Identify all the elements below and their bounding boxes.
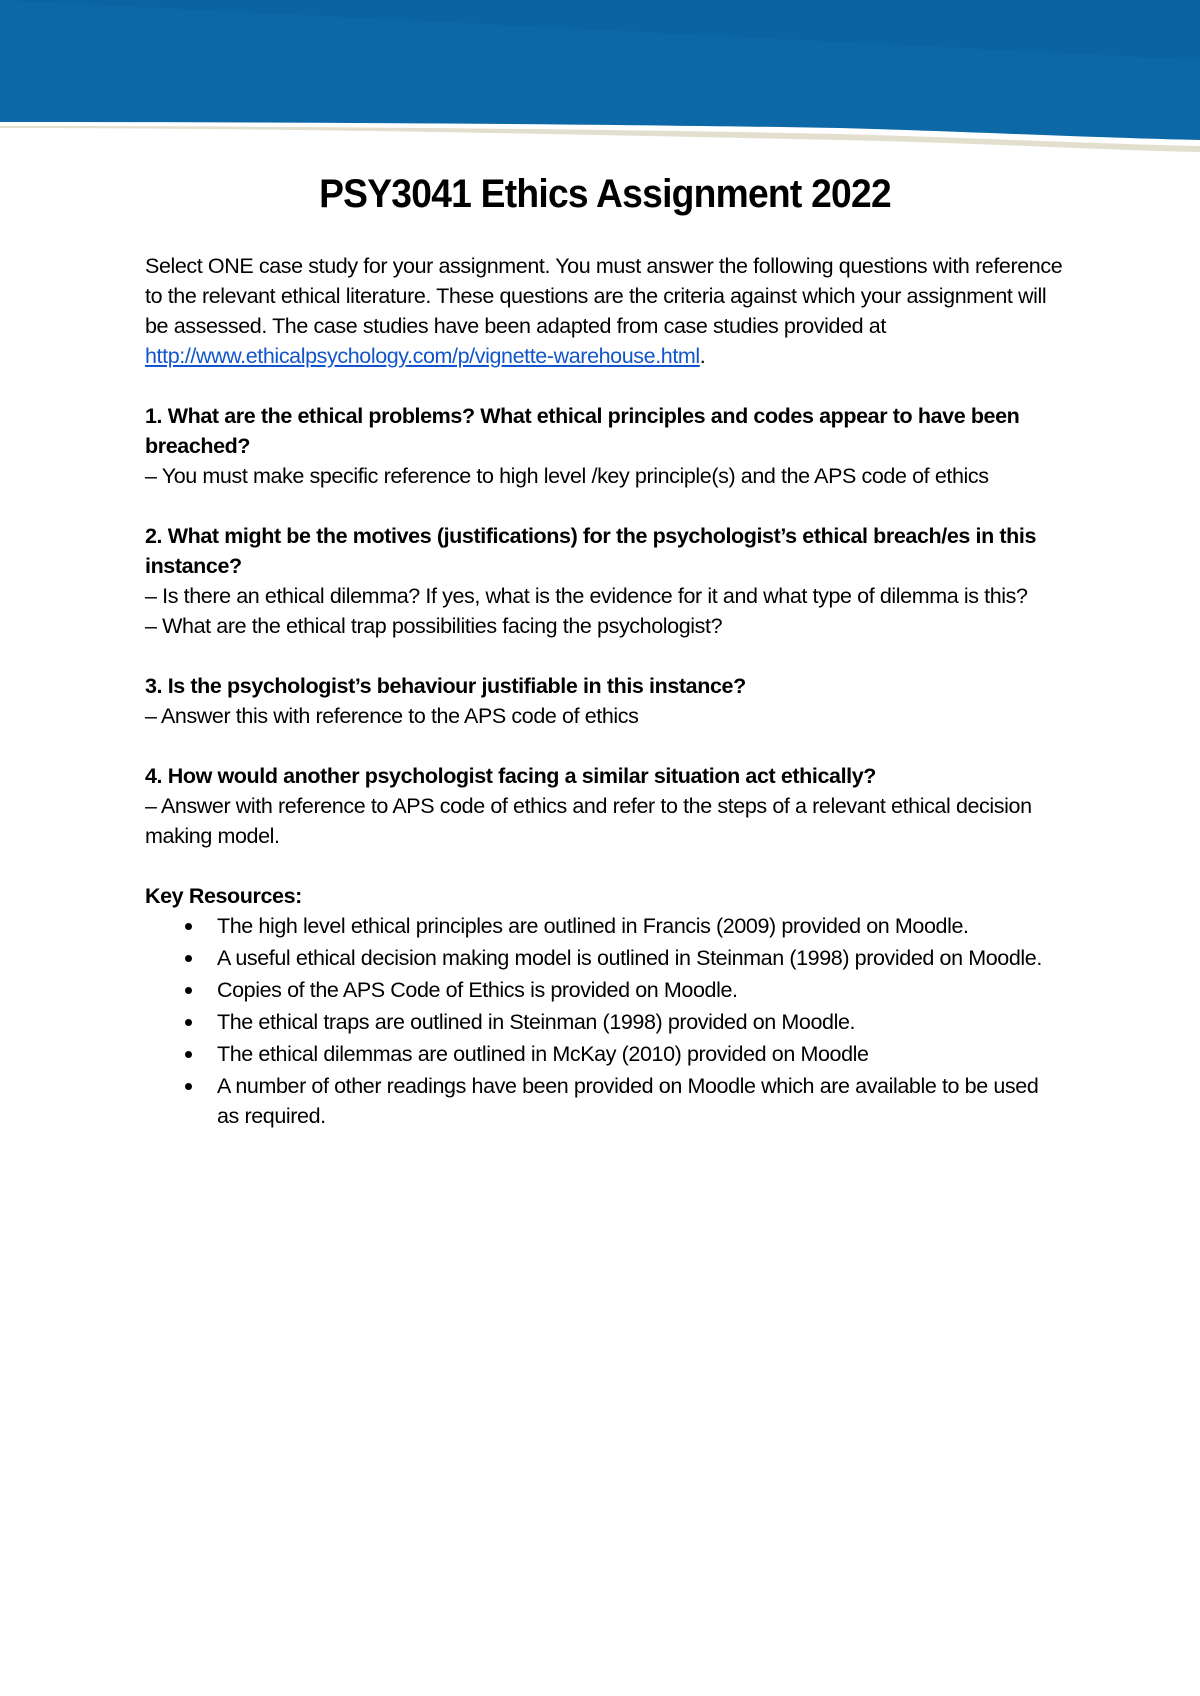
document-body <box>145 172 1065 1133</box>
key-resources-list <box>145 911 1065 1131</box>
list-item: A useful ethical decision making model is outlined in Steinman (1998) provided on Moodle. <box>217 943 1065 973</box>
vignette-warehouse-link[interactable]: http://www.ethicalpsychology.com/p/vignette-warehouse.html <box>145 344 700 368</box>
question-3 <box>145 671 1065 731</box>
intro-text: Select ONE case study for your assignment. You must answer the following questions with reference to the relevant ethical literature. These questions are the criteria against which your assignment will be assessed. The case studies have been adapted from case studies provided at <box>145 254 1063 338</box>
question-guidance: – You must make specific reference to high level /key principle(s) and the APS code of ethics <box>145 464 989 488</box>
question-heading: 2. What might be the motives (justifications) for the psychologist’s ethical breach/es in this instance? <box>145 524 1037 578</box>
question-heading: 4. How would another psychologist facing a similar situation act ethically? <box>145 764 877 788</box>
question-heading: 1. What are the ethical problems? What ethical principles and codes appear to have been breached? <box>145 404 1020 458</box>
question-4 <box>145 761 1065 851</box>
list-item: A number of other readings have been provided on Moodle which are available to be used as required. <box>217 1071 1065 1131</box>
key-resources-section <box>145 881 1065 1131</box>
header-banner <box>0 0 1200 180</box>
list-item: The high level ethical principles are outlined in Francis (2009) provided on Moodle. <box>217 911 1065 941</box>
intro-paragraph <box>145 251 1065 371</box>
question-heading: 3. Is the psychologist’s behaviour justifiable in this instance? <box>145 674 746 698</box>
question-guidance: – What are the ethical trap possibilities facing the psychologist? <box>145 614 723 638</box>
question-2 <box>145 521 1065 641</box>
page-title: PSY3041 Ethics Assignment 2022 <box>319 172 891 216</box>
key-resources-heading: Key Resources: <box>145 884 302 908</box>
list-item: The ethical traps are outlined in Steinman (1998) provided on Moodle. <box>217 1007 1065 1037</box>
question-guidance: – Is there an ethical dilemma? If yes, what is the evidence for it and what type of dilemma is this? <box>145 584 1028 608</box>
question-guidance: – Answer with reference to APS code of ethics and refer to the steps of a relevant ethical decision making model. <box>145 794 1032 848</box>
intro-end: . <box>699 344 706 368</box>
list-item: Copies of the APS Code of Ethics is provided on Moodle. <box>217 975 1065 1005</box>
question-1 <box>145 401 1065 491</box>
question-guidance: – Answer this with reference to the APS code of ethics <box>145 704 639 728</box>
list-item: The ethical dilemmas are outlined in McKay (2010) provided on Moodle <box>217 1039 1065 1069</box>
header-wave-graphic <box>0 0 1200 180</box>
